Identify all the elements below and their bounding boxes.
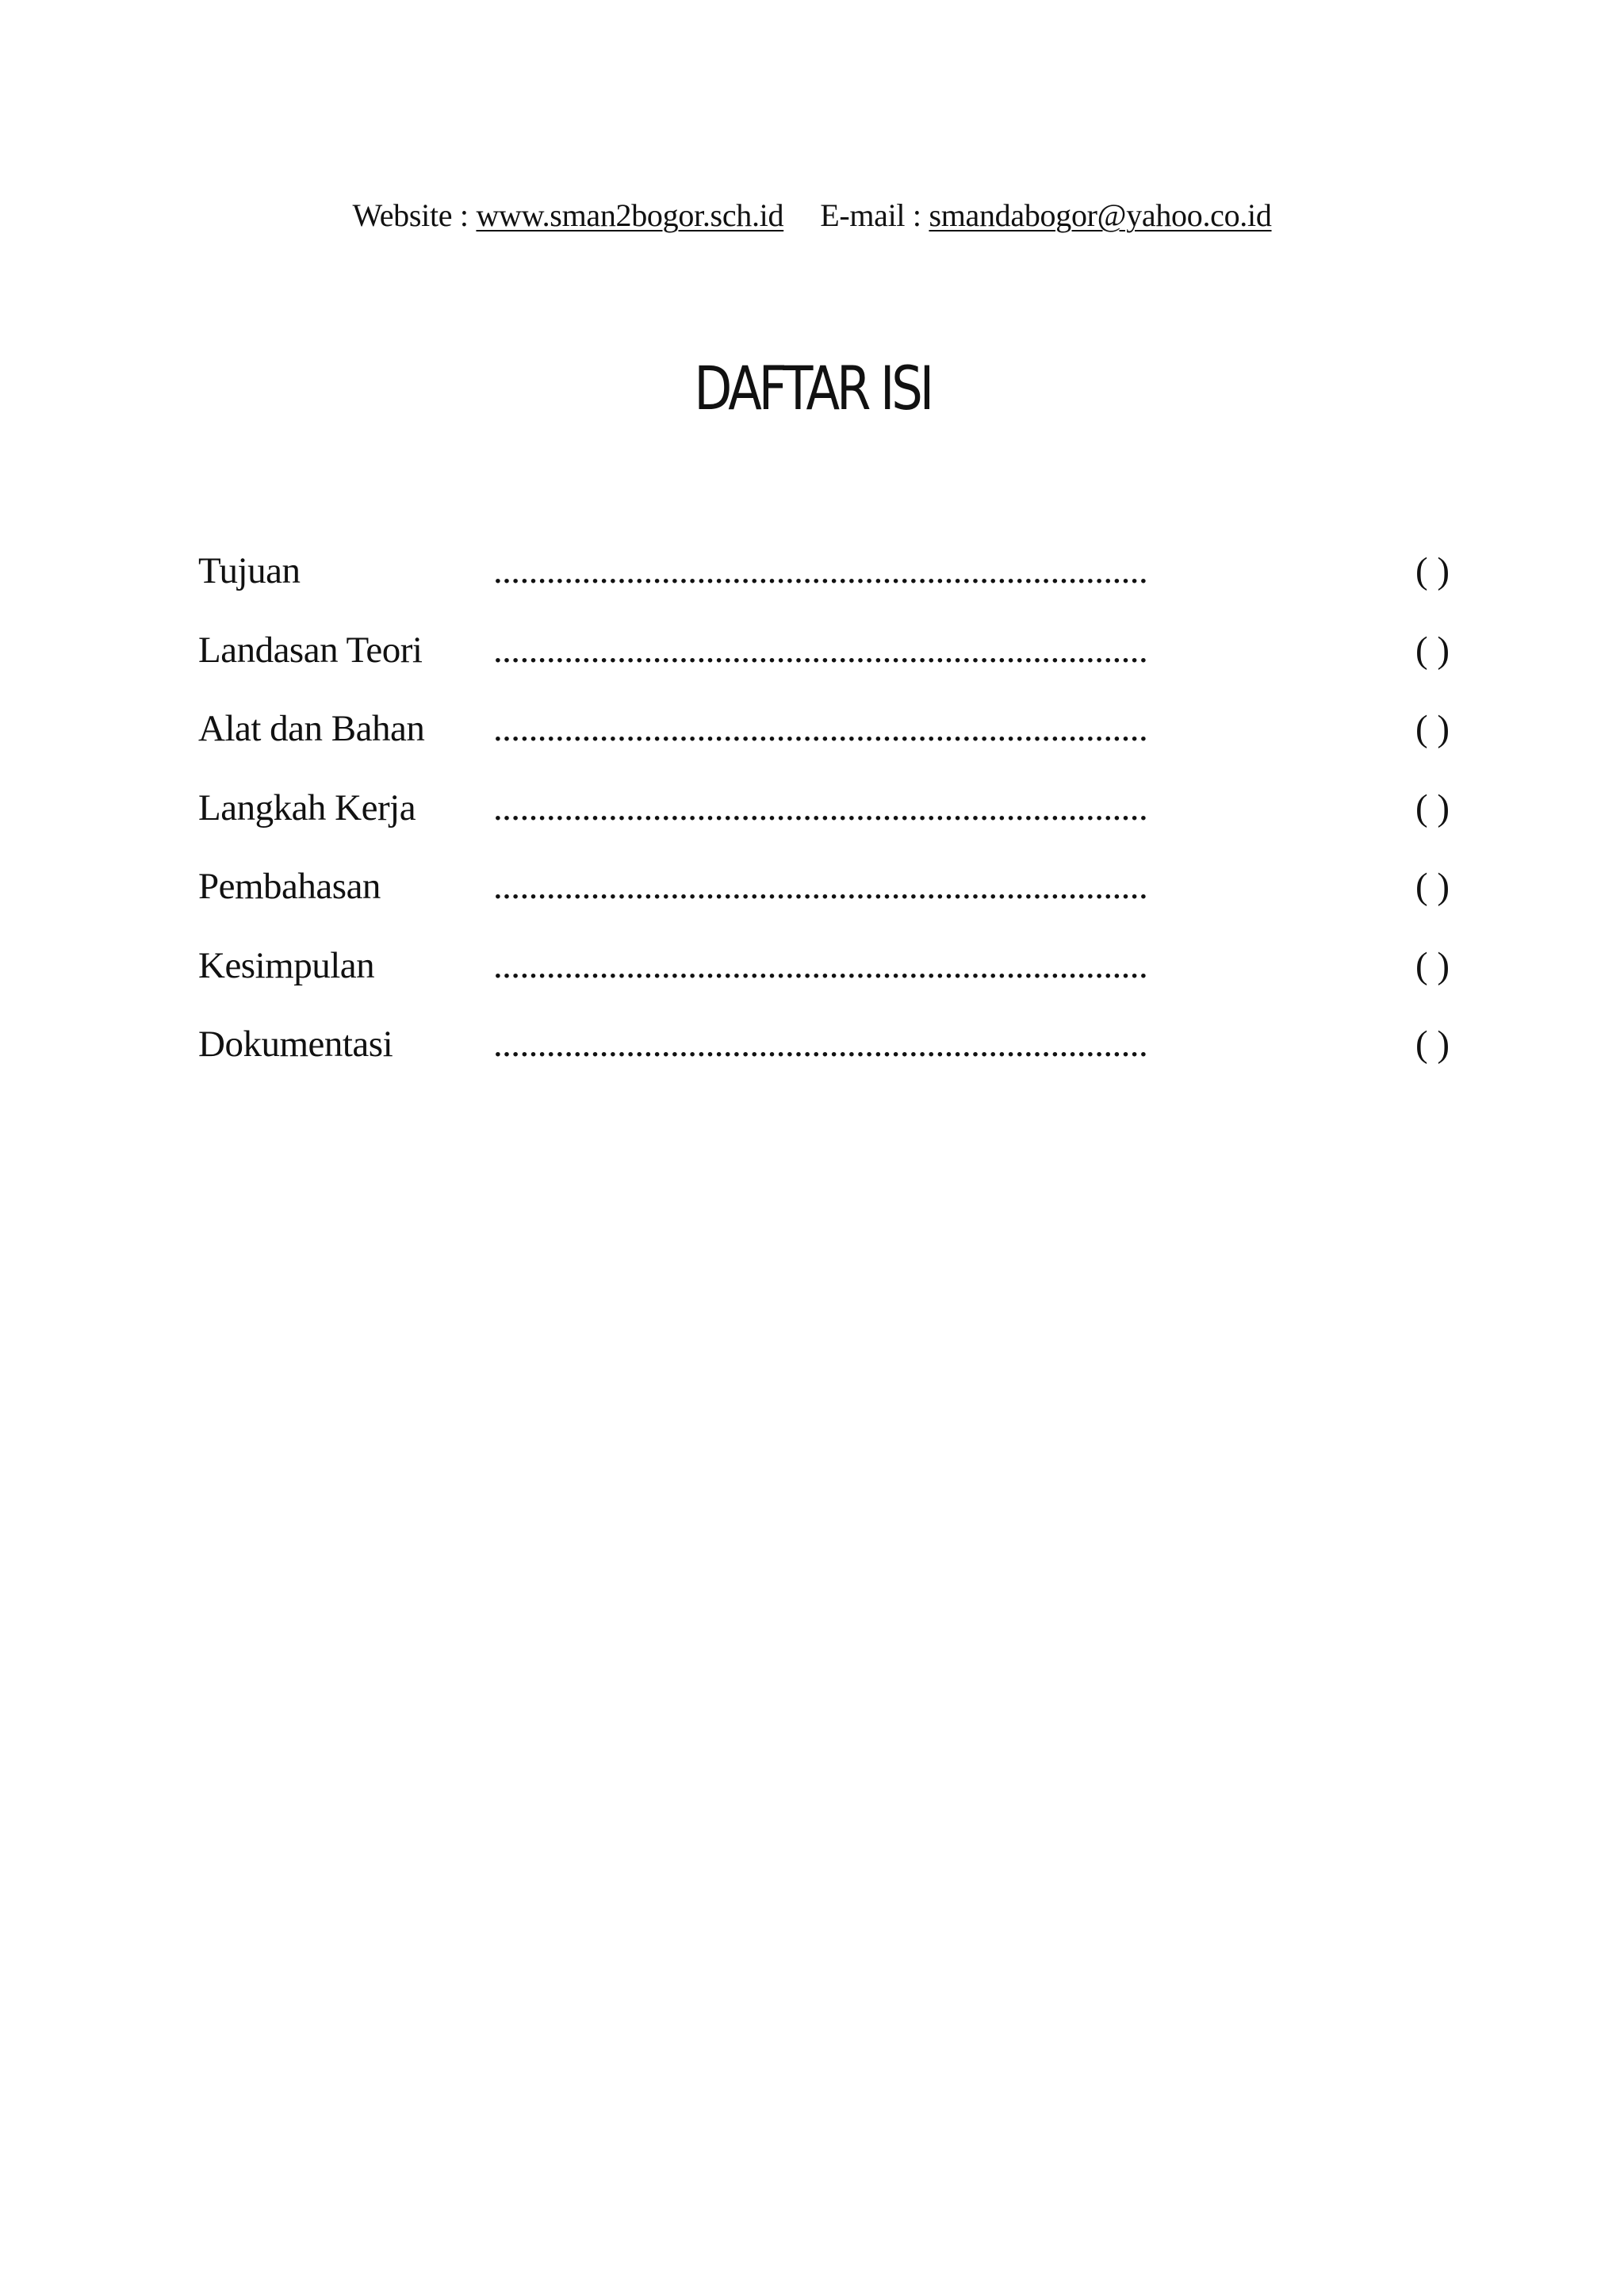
email-link[interactable]: smandabogor@yahoo.co.id: [929, 197, 1272, 233]
toc-item-alat-dan-bahan[interactable]: [198, 697, 1450, 776]
toc-item-pembahasan[interactable]: [198, 855, 1450, 934]
toc-page-number: ( ): [1415, 786, 1450, 828]
toc-leader-dots: ..........................................................................: [493, 786, 1148, 828]
toc-item-langkah-kerja[interactable]: [198, 776, 1450, 855]
toc-item-dokumentasi[interactable]: [198, 1012, 1450, 1092]
toc-item-label: Pembahasan: [198, 866, 381, 907]
toc-item-landasan-teori[interactable]: [198, 618, 1450, 698]
toc-page-number: ( ): [1415, 1024, 1450, 1065]
toc-page-number: ( ): [1415, 629, 1450, 671]
page-title: DAFTAR ISI: [694, 353, 931, 423]
toc-page-number: ( ): [1415, 550, 1450, 591]
toc-leader-dots: ..........................................................................: [493, 1024, 1148, 1065]
toc-item-label: Kesimpulan: [198, 944, 375, 986]
toc-item-kesimpulan[interactable]: [198, 934, 1450, 1013]
toc-item-label: Tujuan: [198, 550, 301, 591]
toc-leader-dots: ..........................................................................: [493, 944, 1148, 986]
toc-leader-dots: ..........................................................................: [493, 708, 1148, 749]
contact-header: [0, 193, 1624, 238]
toc-item-label: Dokumentasi: [198, 1024, 393, 1065]
toc-item-label: Alat dan Bahan: [198, 708, 425, 749]
toc-leader-dots: ..........................................................................: [493, 550, 1148, 591]
toc-page-number: ( ): [1415, 866, 1450, 907]
table-of-contents: [198, 539, 1450, 1092]
toc-item-label: Langkah Kerja: [198, 786, 416, 828]
toc-item-label: Landasan Teori: [198, 629, 423, 671]
toc-leader-dots: ..........................................................................: [493, 629, 1148, 671]
toc-page-number: ( ): [1415, 708, 1450, 749]
toc-item-tujuan[interactable]: [198, 539, 1450, 618]
website-link[interactable]: www.sman2bogor.sch.id: [476, 197, 784, 233]
website-label: Website :: [352, 197, 469, 233]
toc-leader-dots: ..........................................................................: [493, 866, 1148, 907]
toc-page-number: ( ): [1415, 944, 1450, 986]
email-label: E-mail :: [820, 197, 921, 233]
